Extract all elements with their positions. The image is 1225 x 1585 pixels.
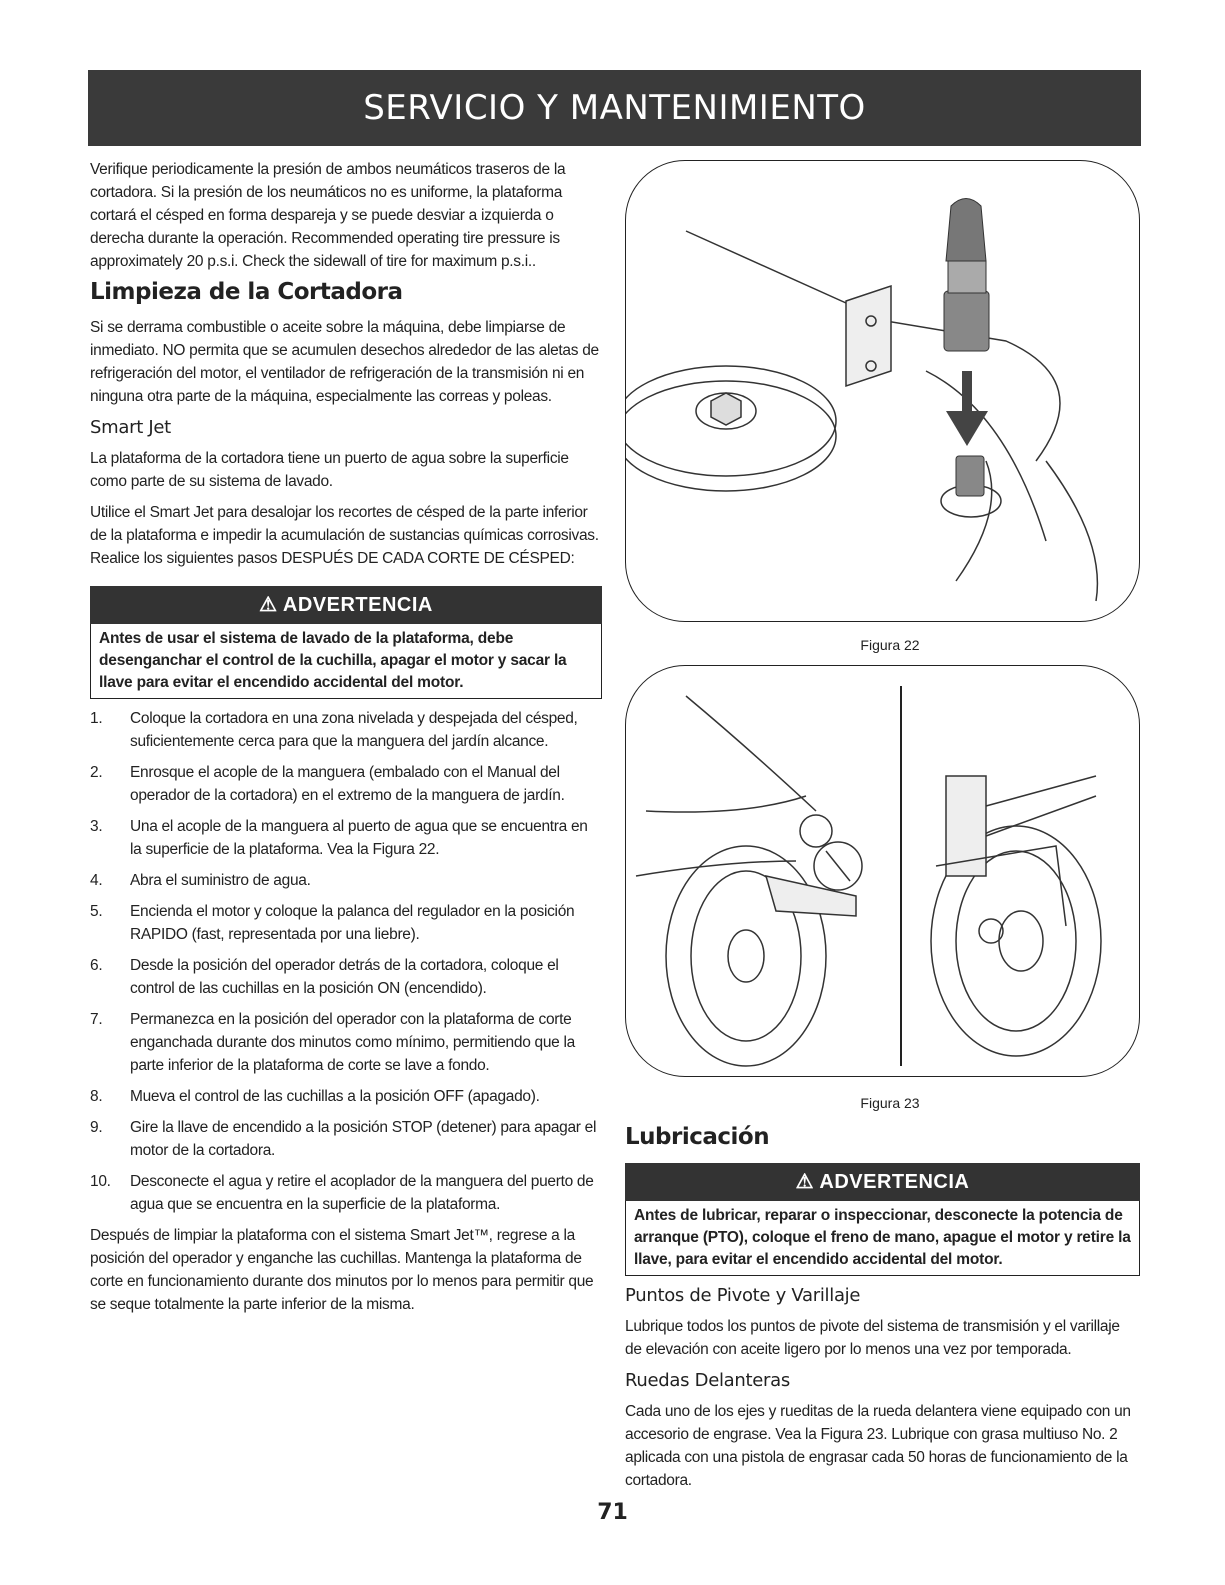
warning-triangle-icon: ⚠ [259, 594, 278, 616]
list-item [90, 1170, 602, 1216]
warning-box-smartjet [90, 586, 602, 699]
warning-label: ADVERTENCIA [282, 594, 433, 616]
step-number: 2. [90, 764, 103, 781]
step-number: 5. [90, 903, 103, 920]
wheels-title: Ruedas Delanteras [625, 1370, 790, 1391]
figure-23-illustration [626, 666, 1139, 1076]
smartjet-paragraph-2: Utilice el Smart Jet para desalojar los recortes de césped de la parte inferior de la plataforma e impedir la acumulación de sustancias químicas corrosivas. Realice los siguientes pasos DESPUÉS DE CADA CORTE DE CÉSPED: [90, 504, 599, 567]
figure-23-frame [625, 665, 1140, 1077]
warning-triangle-icon: ⚠ [795, 1171, 815, 1193]
warning-text: Antes de usar el sistema de lavado de la plataforma, debe desenganchar el control de la cuchilla, apagar el motor y sacar la llave para evitar el encendido accidental del motor. [90, 624, 602, 699]
section-title-cleaning: Limpieza de la Cortadora [90, 279, 403, 305]
closing-paragraph: Después de limpiar la plataforma con el sistema Smart Jet™, regrese a la posición del operador y enganche las cuchillas. Mantenga la plataforma de corte en funcionamiento durante dos minutos por lo menos para permitir que se seque totalmente la parte inferior de la misma. [90, 1227, 594, 1313]
figure-22-illustration [626, 161, 1139, 621]
section-title-lubrication: Lubricación [625, 1124, 770, 1150]
step-text: Desconecte el agua y retire el acoplador de la manguera del puerto de agua que se encuentra en la superficie de la plataforma. [130, 1173, 594, 1213]
cleaning-paragraph: Si se derrama combustible o aceite sobre la máquina, debe limpiarse de inmediato. NO permita que se acumulen desechos alrededor de las aletas de refrigeración del motor, el ventilador de refrigeración de la transmisión ni en ninguna otra parte de la máquina, especialmente las correas y poleas. [90, 319, 599, 405]
warning-header [90, 586, 602, 624]
left-column [90, 158, 602, 1324]
pivot-title: Puntos de Pivote y Varillaje [625, 1285, 861, 1306]
step-number: 3. [90, 818, 103, 835]
list-item [90, 900, 602, 946]
smartjet-title: Smart Jet [90, 417, 171, 438]
wheels-paragraph: Cada uno de los ejes y rueditas de la rueda delantera viene equipado con un accesorio de engrase. Vea la Figura 23. Lubrique con grasa multiuso No. 2 aplicada con una pistola de engrasar cada 50 horas de funcionamiento de la cortadora. [625, 1403, 1131, 1489]
step-text: Coloque la cortadora en una zona nivelada y despejada del césped, suficientemente cerca para que la manguera del jardín alcance. [130, 710, 578, 750]
figure-22-frame [625, 160, 1140, 622]
step-text: Una el acople de la manguera al puerto de agua que se encuentra en la superficie de la plataforma. Vea la Figura 22. [130, 818, 588, 858]
list-item [90, 707, 602, 753]
list-item [90, 815, 602, 861]
step-number: 6. [90, 957, 103, 974]
figure-23-caption: Figura 23 [860, 1095, 920, 1111]
warning-text: Antes de lubricar, reparar o inspeccionar, desconecte la potencia de arranque (PTO), coloque el freno de mano, apague el motor y retire la llave, para evitar el encendido accidental del motor. [625, 1201, 1140, 1276]
warning-label: ADVERTENCIA [819, 1171, 970, 1193]
step-text: Mueva el control de las cuchillas a la posición OFF (apagado). [130, 1088, 540, 1105]
warning-box-lubrication [625, 1163, 1140, 1276]
step-text: Desde la posición del operador detrás de la cortadora, coloque el control de las cuchillas en la posición ON (encendido). [130, 957, 559, 997]
list-item [90, 761, 602, 807]
list-item [90, 954, 602, 1000]
step-text: Encienda el motor y coloque la palanca del regulador en la posición RAPIDO (fast, representada por una liebre). [130, 903, 575, 943]
list-item [90, 1116, 602, 1162]
list-item [90, 1008, 602, 1077]
step-number: 9. [90, 1119, 103, 1136]
pivot-paragraph: Lubrique todos los puntos de pivote del sistema de transmisión y el varillaje de elevación con aceite ligero por lo menos una vez por temporada. [625, 1318, 1120, 1358]
list-item [90, 869, 602, 892]
step-text: Permanezca en la posición del operador con la plataforma de corte enganchada durante dos minutos como mínimo, permitiendo que la parte inferior de la plataforma de corte se lave a fondo. [130, 1011, 575, 1074]
steps-list [90, 707, 602, 1216]
step-number: 4. [90, 872, 103, 889]
warning-header [625, 1163, 1140, 1201]
page-number: 71 [597, 1500, 628, 1525]
step-number: 1. [90, 710, 103, 727]
step-text: Enrosque el acople de la manguera (embalado con el Manual del operador de la cortadora) en el extremo de la manguera de jardín. [130, 764, 565, 804]
list-item [90, 1085, 602, 1108]
step-number: 7. [90, 1011, 103, 1028]
right-column [625, 1120, 1140, 1500]
step-number: 10. [90, 1173, 111, 1190]
smartjet-paragraph-1: La plataforma de la cortadora tiene un puerto de agua sobre la superficie como parte de su sistema de lavado. [90, 450, 569, 490]
step-text: Gire la llave de encendido a la posición STOP (detener) para apagar el motor de la cortadora. [130, 1119, 597, 1159]
step-text: Abra el suministro de agua. [130, 872, 311, 889]
intro-paragraph: Verifique periodicamente la presión de ambos neumáticos traseros de la cortadora. Si la presión de los neumáticos no es uniforme, la plataforma cortará el césped en forma despareja y se puede desviar a izquierda o derecha durante la operación. Recommended operating tire pressure is approximately 20 p.s.i. Check the sidewall of tire for maximum p.s.i.. [90, 161, 566, 270]
step-number: 8. [90, 1088, 103, 1105]
figure-22-caption: Figura 22 [860, 637, 920, 653]
page-banner: SERVICIO Y MANTENIMIENTO [88, 70, 1141, 146]
